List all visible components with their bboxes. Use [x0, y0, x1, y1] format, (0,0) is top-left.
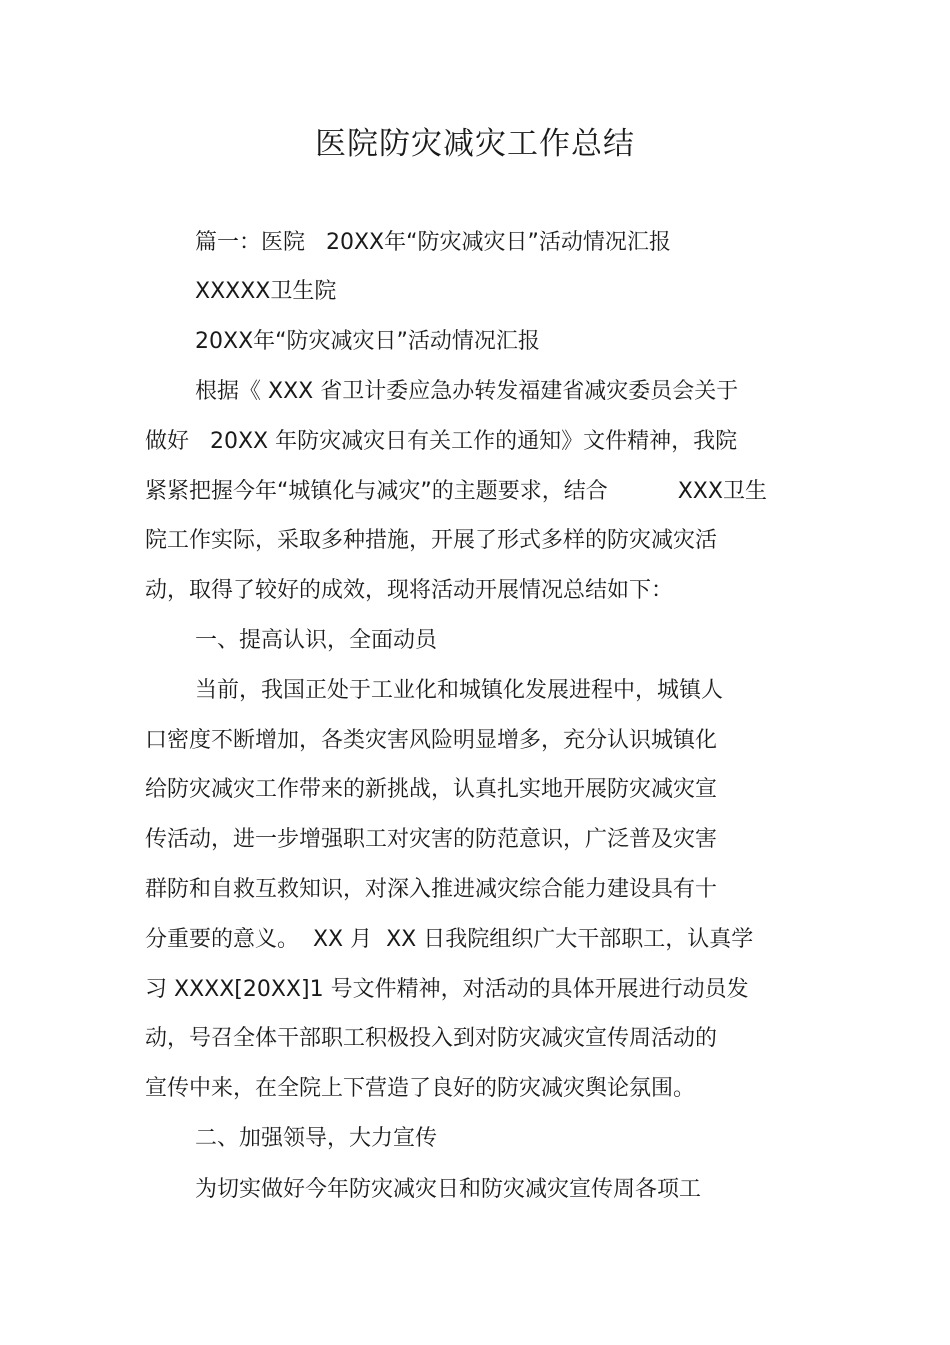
text-line: 给防灾减灾工作带来的新挑战，认真扎实地开展防灾减灾宣: [145, 777, 718, 802]
text-line: 做好 20XX 年防灾减灾日有关工作的通知》文件精神，我院: [145, 429, 738, 454]
text-line: 口密度不断增加，各类灾害风险明显增多，充分认识城镇化: [145, 728, 718, 753]
text-line: XXXXX卫生院: [195, 279, 337, 304]
text-line: 院工作实际，采取多种措施，开展了形式多样的防灾减灾活: [145, 528, 718, 553]
text-line: 20XX年“防灾减灾日”活动情况汇报: [195, 329, 540, 354]
section-heading: 一、提高认识，全面动员: [195, 628, 438, 653]
text-line: 紧紧把握今年“城镇化与减灾”的主题要求，结合 XXX卫生: [145, 479, 767, 504]
text-line: 宣传中来，在全院上下营造了良好的防灾减灾舆论氛围。: [145, 1076, 696, 1101]
document-title: 医院防灾减灾工作总结: [315, 126, 635, 162]
text-line: 习 XXXX[20XX]1 号文件精神，对活动的具体开展进行动员发: [145, 977, 749, 1002]
text-line: 分重要的意义。 XX 月 XX 日我院组织广大干部职工，认真学: [145, 927, 754, 952]
section-heading: 二、加强领导，大力宣传: [195, 1126, 438, 1151]
text-line: 动，号召全体干部职工积极投入到对防灾减灾宣传周活动的: [145, 1026, 718, 1051]
text-line: 传活动，进一步增强职工对灾害的防范意识，广泛普及灾害: [145, 827, 718, 852]
text-line: 群防和自救互救知识，对深入推进减灾综合能力建设具有十: [145, 877, 718, 902]
text-line: 当前，我国正处于工业化和城镇化发展进程中，城镇人: [195, 678, 724, 703]
text-line: 为切实做好今年防灾减灾日和防灾减灾宣传周各项工: [195, 1177, 702, 1202]
text-line: 动，取得了较好的成效，现将活动开展情况总结如下：: [145, 578, 674, 603]
text-line: 根据《 XXX 省卫计委应急办转发福建省减灾委员会关于: [195, 379, 739, 404]
text-line: 篇一：医院 20XX年“防灾减灾日”活动情况汇报: [195, 230, 671, 255]
